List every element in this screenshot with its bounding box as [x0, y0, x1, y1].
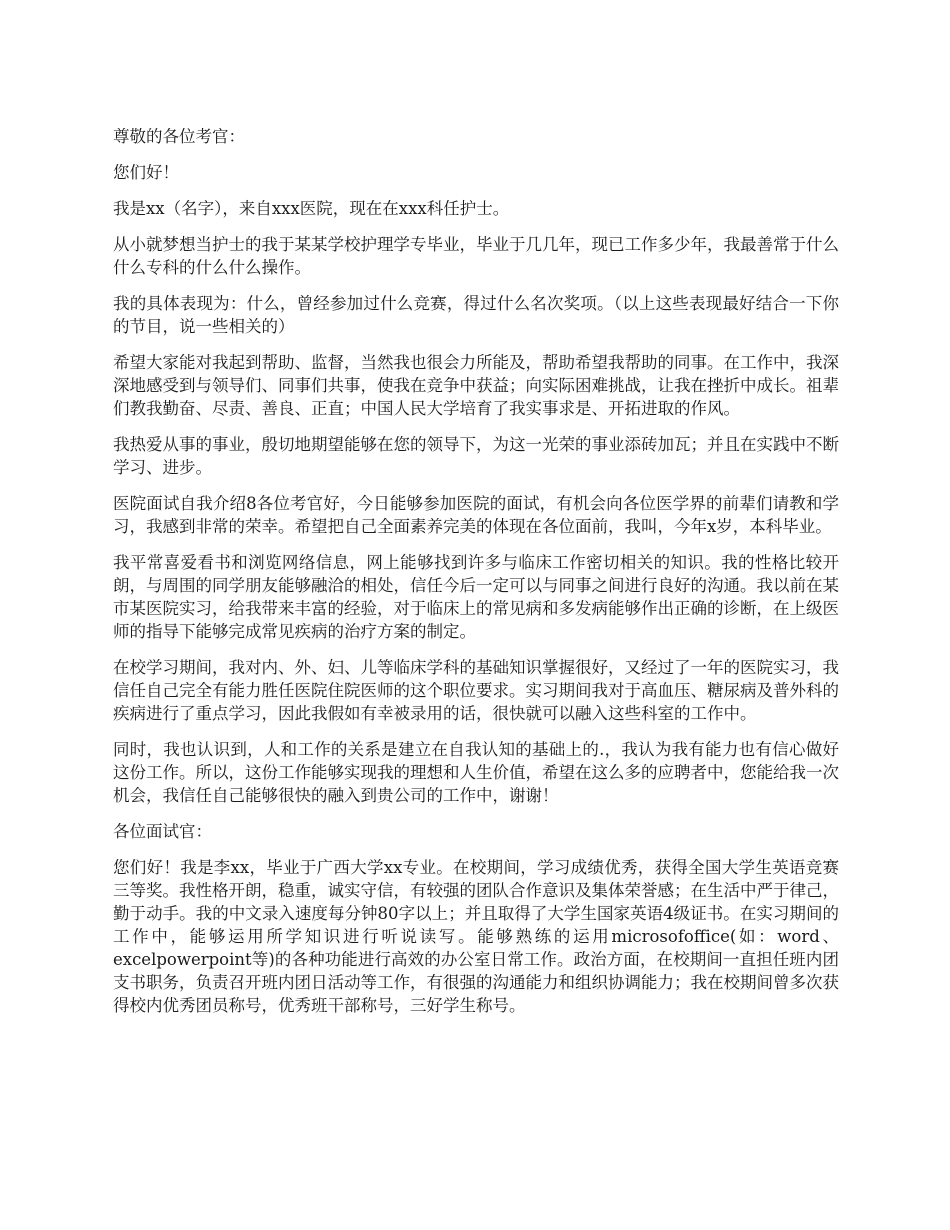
- paragraph-study-period: 在校学习期间，我对内、外、妇、儿等临床学科的基础知识掌握很好，又经过了一年的医院实习，我信任自己完全有能力胜任医院住院医师的这个职位要求。实习期间我对于高血压、糖尿病及普外科的疾病进行了重点学习，因此我假如有幸被录用的话，很快就可以融入这些科室的工作中。: [113, 658, 839, 723]
- paragraph-greeting: 您们好！: [113, 163, 179, 182]
- paragraph-teamwork: 希望大家能对我起到帮助、监督，当然我也很会力所能及，帮助希望我帮助的同事。在工作中，我深深地感受到与领导们、同事们共事，使我在竞争中获益；向实际困难挑战，让我在挫折中成长。祖辈们教我勤奋、尽责、善良、正直；中国人民大学培育了我实事求是、开拓进取的作风。: [113, 353, 839, 418]
- paragraph-achievements: 我的具体表现为：什么，曾经参加过什么竞赛，得过什么名次奖项。（以上这些表现最好结合一下你的节目，说一些相关的）: [113, 294, 839, 336]
- paragraph-second-introduction: 您们好！我是李xx，毕业于广西大学xx专业。在校期间，学习成绩优秀，获得全国大学生英语竞赛三等奖。我性格开朗，稳重，诚实守信，有较强的团队合作意识及集体荣誉感；在生活中严于律己，勤于动手。我的中文录入速度每分钟80字以上；并且取得了大学生国家英语4级证书。在实习期间的工作中，能够运用所学知识进行听说读写。能够熟练的运用microsofoffice(如：word、excelpowerpoint等)的各种功能进行高效的办公室日常工作。政治方面，在校期间一直担任班内团支书职务，负责召开班内团日活动等工作，有很强的沟通能力和组织协调能力；我在校期间曾多次获得校内优秀团员称号，优秀班干部称号，三好学生称号。: [113, 858, 839, 1015]
- paragraph-second-salutation: 各位面试官：: [113, 822, 212, 841]
- paragraph-personality: 我平常喜爱看书和浏览网络信息，网上能够找到许多与临床工作密切相关的知识。我的性格比较开朗，与周围的同学朋友能够融洽的相处，信任今后一定可以与同事之间进行良好的沟通。我以前在某市某医院实习，给我带来丰富的经验，对于临床上的常见病和多发病能够作出正确的诊断，在上级医师的指导下能够完成常见疾病的治疗方案的制定。: [113, 553, 839, 641]
- paragraph-dedication: 我热爱从事的事业，殷切地期望能够在您的领导下，为这一光荣的事业添砖加瓦；并且在实践中不断学习、进步。: [113, 435, 839, 477]
- paragraph-education: 从小就梦想当护士的我于某某学校护理学专毕业，毕业于几几年，现已工作多少年，我最善常于什么什么专科的什么什么操作。: [113, 235, 839, 277]
- paragraph-introduction: 我是xx（名字），来自xxx医院，现在在xxx科任护士。: [113, 199, 510, 218]
- paragraph-salutation: 尊敬的各位考官：: [113, 127, 245, 146]
- document-body: [113, 125, 839, 1030]
- paragraph-hospital-interview: 医院面试自我介绍8各位考官好，今日能够参加医院的面试，有机会向各位医学界的前辈们请教和学习，我感到非常的荣幸。希望把自己全面素养完美的体现在各位面前，我叫，今年x岁，本科毕业。: [113, 494, 839, 536]
- paragraph-closing: 同时，我也认识到，人和工作的关系是建立在自我认知的基础上的.，我认为我有能力也有信心做好这份工作。所以，这份工作能够实现我的理想和人生价值，希望在这么多的应聘者中，您能给我一次机会，我信任自己能够很快的融入到贵公司的工作中，谢谢！: [113, 740, 839, 805]
